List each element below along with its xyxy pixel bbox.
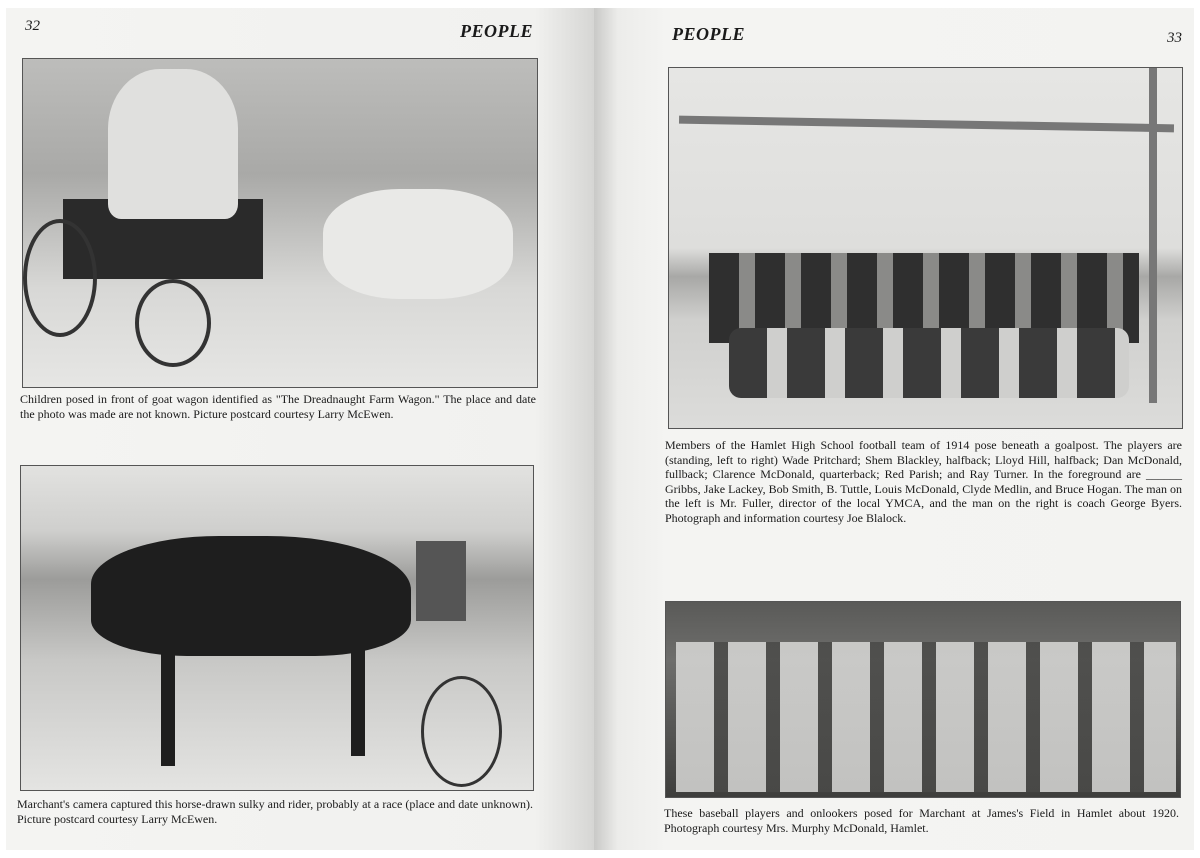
page-number-left: 32 xyxy=(25,18,40,34)
photo-baseball-players xyxy=(665,601,1181,798)
seated-players xyxy=(729,328,1129,398)
goat xyxy=(323,189,513,299)
sulky-wheel xyxy=(421,676,502,787)
goalpost-crossbar xyxy=(679,116,1174,133)
rider xyxy=(416,541,466,621)
caption-goat-wagon: Children posed in front of goat wagon identified as "The Dreadnaught Farm Wagon." The place and date the photo was made are not known. Picture postcard courtesy Larry McEwen. xyxy=(20,392,536,421)
children xyxy=(108,69,238,219)
caption-baseball-players: These baseball players and onlookers posed for Marchant at James's Field in Hamlet about 1920. Photograph courtesy Mrs. Murphy McDonald, Hamlet. xyxy=(664,806,1179,835)
photo-goat-wagon xyxy=(22,58,538,388)
baseball-players xyxy=(676,642,1176,792)
horse-leg xyxy=(351,646,365,756)
horse xyxy=(91,536,411,656)
photo-horse-sulky xyxy=(20,465,534,791)
goalpost xyxy=(1149,68,1157,403)
wagon-wheel xyxy=(23,219,97,337)
caption-football-team: Members of the Hamlet High School football team of 1914 pose beneath a goalpost. The players are (standing, left to right) Wade Pritchard; Shem Blackley, halfback; Lloyd Hill, halfback; Dan McDonald, fullback; Clarence McDonald, quarterback; Red Parish; and Ray Turner. In the foreground are ______ Gribbs, Jake Lackey, Bob Smith, B. Tuttle, Louis McDonald, Clyde Medlin, and Bruce Hogan. The man on the left is Mr. Fuller, director of the local YMCA, and the man on the right is coach George Byers. Photograph and information courtesy Joe Blalock. xyxy=(665,438,1182,525)
photo-football-team xyxy=(668,67,1183,429)
page-number-right: 33 xyxy=(1167,30,1182,46)
caption-horse-sulky: Marchant's camera captured this horse-drawn sulky and rider, probably at a race (place and date unknown). Picture postcard courtesy Larry McEwen. xyxy=(17,797,533,826)
wagon-wheel xyxy=(135,279,211,367)
running-head-left: PEOPLE xyxy=(460,21,533,41)
running-head-right: PEOPLE xyxy=(672,24,745,44)
horse-leg xyxy=(161,646,175,766)
